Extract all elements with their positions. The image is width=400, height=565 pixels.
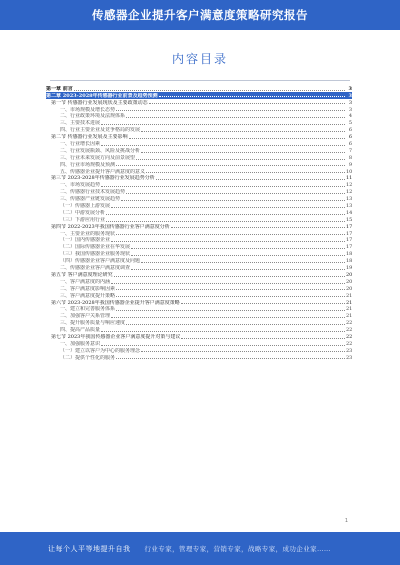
toc-entry-text: 一、客户满意度的内涵: [60, 278, 111, 285]
toc-entry-text: （一）建立以客户为中心的服务理念: [60, 347, 141, 354]
toc-entry[interactable]: [46, 278, 352, 285]
toc-entry-text: 二、客户满意度影响因素: [60, 285, 116, 292]
toc-entry-text: 四、行业市场规模及预测: [60, 161, 116, 168]
toc-entry[interactable]: [46, 92, 352, 99]
toc-leader-dots: [116, 296, 345, 297]
toc-leader-dots: [116, 358, 345, 359]
toc-entry[interactable]: [46, 188, 352, 195]
toc-entry[interactable]: [46, 119, 352, 126]
toc-entry-page: 3: [348, 85, 352, 92]
toc-entry-page: 6: [348, 127, 352, 134]
toc-leader-dots: [101, 124, 345, 125]
toc-leader-dots: [136, 159, 345, 160]
toc-leader-dots: [131, 255, 345, 256]
toc-entry[interactable]: [46, 99, 352, 106]
toc-leader-dots: [116, 234, 345, 235]
toc-entry[interactable]: [46, 195, 352, 202]
toc-entry-text: （二）中游发展分析: [60, 209, 106, 216]
toc-entry[interactable]: [46, 161, 352, 168]
toc-entry-text: 三、行业未来发展方向及前景展望: [60, 154, 136, 161]
toc-leader-dots: [121, 200, 345, 201]
toc-leader-dots: [141, 351, 345, 352]
toc-leader-dots: [126, 193, 345, 194]
toc-entry-page: 11: [346, 175, 353, 182]
toc-entry[interactable]: [46, 202, 352, 209]
toc-leader-dots: [146, 172, 345, 173]
toc-leader-dots: [101, 145, 345, 146]
toc-entry-page: 12: [346, 182, 353, 189]
toc-entry-page: 17: [346, 223, 353, 230]
toc-entry-text: 一、建立和完善服务体系: [60, 306, 116, 313]
toc-entry-page: 3: [348, 92, 352, 99]
toc-leader-dots: [159, 96, 345, 97]
toc-entry-text: 二、传感器行业技术发展趋势: [60, 189, 126, 196]
toc-entry-text: 第四节 2022-2023年我国传感器行业客户满意度分析: [51, 223, 170, 230]
toc-entry[interactable]: [46, 292, 352, 299]
toc-entry-text: 一、市场规模及增长态势: [60, 106, 116, 113]
toc-leader-dots: [111, 283, 345, 284]
toc-entry-text: 一、加强服务意识: [60, 340, 101, 347]
toc-entry-text: 第二节 传感器行业发展及主要影响: [51, 134, 128, 141]
toc-entry-page: 10: [346, 168, 353, 175]
toc-leader-dots: [116, 310, 345, 311]
toc-entry[interactable]: [46, 319, 352, 326]
toc-entry-text: 第三节 2023-2028年传感器行业发展趋势分析: [51, 175, 155, 182]
toc-entry-page: 22: [346, 320, 353, 327]
toc-entry-page: 20: [346, 285, 353, 292]
toc-leader-dots: [111, 317, 345, 318]
toc-entry-page: 3: [348, 106, 352, 113]
footer-slogan: 让每个人平等地提升自我: [48, 544, 131, 553]
toc-entry[interactable]: [46, 264, 352, 271]
toc-leader-dots: [101, 331, 345, 332]
toc-entry[interactable]: [46, 209, 352, 216]
toc-leader-dots: [111, 207, 345, 208]
toc-entry[interactable]: [46, 223, 352, 230]
toc-entry-text: （一）国内传感器企业: [60, 237, 111, 244]
toc-entry[interactable]: [46, 181, 352, 188]
toc-entry[interactable]: [46, 216, 352, 223]
toc-leader-dots: [181, 338, 345, 339]
toc-entry[interactable]: [46, 354, 352, 361]
toc-leader-dots: [131, 248, 345, 249]
toc-entry-page: 15: [346, 216, 353, 223]
toc-entry[interactable]: [46, 175, 352, 182]
toc-entry-page: 9: [348, 161, 352, 168]
toc-leader-dots: [116, 165, 345, 166]
toc-entry-text: （三）下游应用行业: [60, 216, 106, 223]
toc-entry-page: 21: [346, 306, 353, 313]
toc-entry-text: 四、行业主要企业及竞争格局的发展: [60, 127, 141, 134]
toc-entry[interactable]: [46, 133, 352, 140]
toc-entry-page: 5: [348, 120, 352, 127]
toc-entry-page: 17: [346, 230, 353, 237]
toc-entry-text: 三、客户满意度提升策略: [60, 292, 116, 299]
toc-entry-text: 一、市场发展趋势: [60, 182, 101, 189]
toc-entry-text: 一、行业增长因素: [60, 141, 101, 148]
toc-entry-page: 22: [346, 340, 353, 347]
toc-entry-page: 23: [346, 347, 353, 354]
toc-leader-dots: [126, 324, 345, 325]
toc-entry-page: 21: [346, 292, 353, 299]
toc-leader-dots: [141, 131, 345, 132]
toc-entry-page: 19: [346, 265, 353, 272]
toc-leader-dots: [101, 186, 345, 187]
toc-entry-page: 4: [348, 113, 352, 120]
toc-entry-page: 3: [348, 99, 352, 106]
toc-entry-text: （二）提供个性化的服务: [60, 354, 116, 361]
toc-entry-page: 22: [346, 327, 353, 334]
toc-leader-dots: [114, 276, 345, 277]
toc-entry[interactable]: [46, 126, 352, 133]
toc-entry-text: 一、主要企业的服务现状: [60, 230, 116, 237]
toc-leader-dots: [106, 221, 345, 222]
toc-entry-page: 17: [346, 244, 353, 251]
toc-entry-page: 12: [346, 189, 353, 196]
toc-leader-dots: [131, 269, 345, 270]
toc-entry-text: 四、提高产品质量: [60, 327, 101, 334]
toc-entry-text: （一）传感器上游发展: [60, 203, 111, 210]
toc-entry-text: 第二章 2023-2028年传感器行业前景及趋势预测: [46, 92, 158, 99]
toc-entry-page: 8: [348, 154, 352, 161]
table-of-contents: [46, 85, 352, 361]
toc-entry[interactable]: [46, 237, 352, 244]
toc-entry[interactable]: [46, 326, 352, 333]
toc-leader-dots: [116, 110, 345, 111]
toc-entry-page: 21: [346, 299, 353, 306]
toc-entry-text: 二、加强客户关系管理: [60, 313, 111, 320]
toc-entry-page: 13: [346, 196, 353, 203]
toc-entry-page: 13: [346, 203, 353, 210]
toc-entry[interactable]: [46, 106, 352, 113]
toc-entry[interactable]: [46, 299, 352, 306]
toc-entry[interactable]: [46, 340, 352, 347]
toc-entry-text: 三、传感器产业链发展趋势: [60, 196, 121, 203]
toc-leader-dots: [149, 103, 345, 104]
toc-entry-page: 22: [346, 333, 353, 340]
toc-entry-page: 23: [346, 354, 353, 361]
toc-leader-dots: [181, 303, 345, 304]
toc-entry[interactable]: [46, 285, 352, 292]
toc-entry[interactable]: [46, 154, 352, 161]
toc-entry-text: 二、传感器企业客户满意度调查: [60, 265, 131, 272]
toc-entry-page: 18: [346, 258, 353, 265]
toc-entry-text: 三、主要技术进展: [60, 120, 101, 127]
toc-leader-dots: [129, 138, 345, 139]
toc-entry-page: 20: [346, 278, 353, 285]
toc-entry-page: 18: [346, 251, 353, 258]
footer-tagline: 行业专家，管理专家，营销专家，战略专家，成功企业家……: [144, 545, 331, 553]
toc-entry-text: 第一节 传感器行业发展现状及主要政策动态: [51, 99, 148, 106]
toc-entry-page: 21: [346, 313, 353, 320]
toc-leader-dots: [156, 179, 345, 180]
toc-leader-dots: [116, 289, 345, 290]
toc-entry-text: （三）我国传感器企业服务现状: [60, 251, 131, 258]
toc-entry-page: 6: [348, 141, 352, 148]
toc-entry-text: 五、传感器企业提升客户满意度的意义: [60, 168, 146, 175]
toc-entry[interactable]: [46, 168, 352, 175]
toc-entry[interactable]: [46, 257, 352, 264]
toc-entry[interactable]: [46, 347, 352, 354]
toc-entry[interactable]: [46, 147, 352, 154]
toc-leader-dots: [141, 262, 345, 263]
toc-entry-page: 20: [346, 271, 353, 278]
toc-divider: [50, 80, 350, 81]
toc-entry-page: 17: [346, 237, 353, 244]
toc-leader-dots: [126, 117, 345, 118]
toc-entry[interactable]: [46, 250, 352, 257]
toc-leader-dots: [171, 227, 345, 228]
page-header: [0, 0, 400, 30]
toc-entry-text: （二）国际传感器企业在华发展: [60, 244, 131, 251]
toc-leader-dots: [74, 90, 345, 91]
toc-leader-dots: [111, 241, 345, 242]
toc-entry-text: 第五节 客户满意度理论研究: [51, 271, 113, 278]
page-number: 1: [344, 518, 348, 524]
toc-entry-text: 第六节 2023-2028年我国传感器企业提升客户满意度策略: [51, 299, 180, 306]
toc-entry[interactable]: [46, 243, 352, 250]
toc-leader-dots: [101, 345, 345, 346]
toc-entry[interactable]: [46, 85, 352, 92]
toc-entry-page: 6: [348, 134, 352, 141]
toc-leader-dots: [106, 214, 345, 215]
toc-entry[interactable]: [46, 230, 352, 237]
toc-entry[interactable]: [46, 312, 352, 319]
toc-entry-page: 14: [346, 209, 353, 216]
toc-entry-text: 二、行业政策环境及法规体系: [60, 113, 126, 120]
toc-entry-text: 第七节 2023年我国传感器企业客户满意度提升对策与建议: [51, 333, 181, 340]
toc-entry[interactable]: [46, 113, 352, 120]
toc-entry[interactable]: [46, 333, 352, 340]
toc-title: 内容目录: [171, 52, 228, 66]
toc-entry[interactable]: [46, 140, 352, 147]
report-title: 传感器企业提升客户满意度策略研究报告: [92, 8, 308, 22]
toc-entry-text: （四）传感器企业客户满意度及问题: [60, 258, 141, 265]
toc-entry-text: 三、提升服务质量与响应速度: [60, 320, 126, 327]
toc-entry-text: 第一章 前言: [46, 85, 73, 92]
toc-entry-page: 7: [348, 147, 352, 154]
toc-leader-dots: [141, 152, 345, 153]
toc-entry[interactable]: [46, 271, 352, 278]
page-footer: [0, 532, 400, 565]
toc-entry[interactable]: [46, 306, 352, 313]
toc-entry-text: 二、行业发展瓶颈、风险及挑战分析: [60, 147, 141, 154]
